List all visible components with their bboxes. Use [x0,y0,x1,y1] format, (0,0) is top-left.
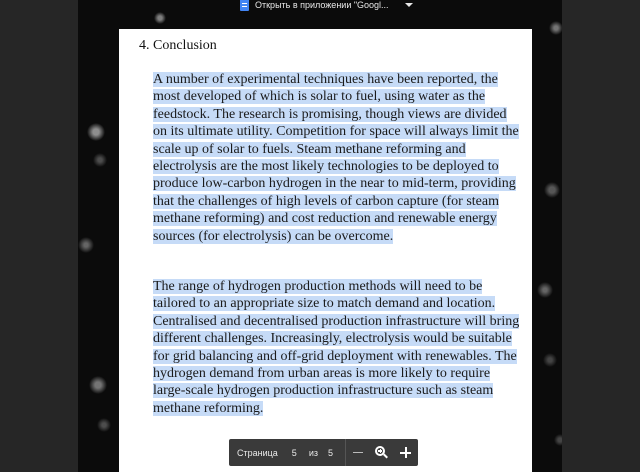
google-docs-icon [240,0,249,11]
section-heading: 4. Conclusion [139,38,217,53]
of-label: из [308,447,318,458]
paragraph-1 [153,71,523,245]
plus-icon [400,447,411,458]
page-label: Страница [237,447,278,458]
chevron-down-icon[interactable] [405,3,413,7]
zoom-in-icon [375,446,388,459]
left-panel-shade [0,0,78,472]
zoom-in-magnifier-button[interactable] [370,439,394,466]
zoom-in-button[interactable] [394,439,418,466]
document-page [119,29,532,472]
open-in-app-label[interactable]: Открыть в приложении "Googl... [255,0,389,10]
selected-text-2: The range of hydrogen production methods will need to be tailored to an appropriate size to match demand and location. Centralised and decentralised production infrastructure will bring different challenges. Increasingly, electrolysis would be suitable for grid balancing and off-grid deployment with renewables. The hydrogen demand from urban areas is more likely to require large-scale hydrogen production infrastructure such as steam methane reforming. [153,279,520,416]
selected-text-1: A number of experimental techniques have been reported, the most developed of which is solar to fuel, using water as the feedstock. The research is promising, though views are divided on its ultimate utility. Competition for space will always limit the scale up of solar to fuels. Steam methane reforming and electrolysis are the most likely technologies to be deployed to produce low-carbon hydrogen in the near to mid-term, providing that the challenges of high levels of carbon capture (for steam methane reforming) and cost reduction and renewable energy sources (for electrolysis) can be overcome. [153,72,519,244]
current-page-input[interactable]: 5 [291,447,297,458]
open-in-app-bar[interactable] [230,0,410,12]
right-panel-shade [562,0,640,472]
page-navigator [229,439,418,466]
paragraph-2 [153,278,523,417]
minus-icon [353,452,363,454]
total-pages: 5 [327,447,333,458]
zoom-out-button[interactable] [346,439,370,466]
